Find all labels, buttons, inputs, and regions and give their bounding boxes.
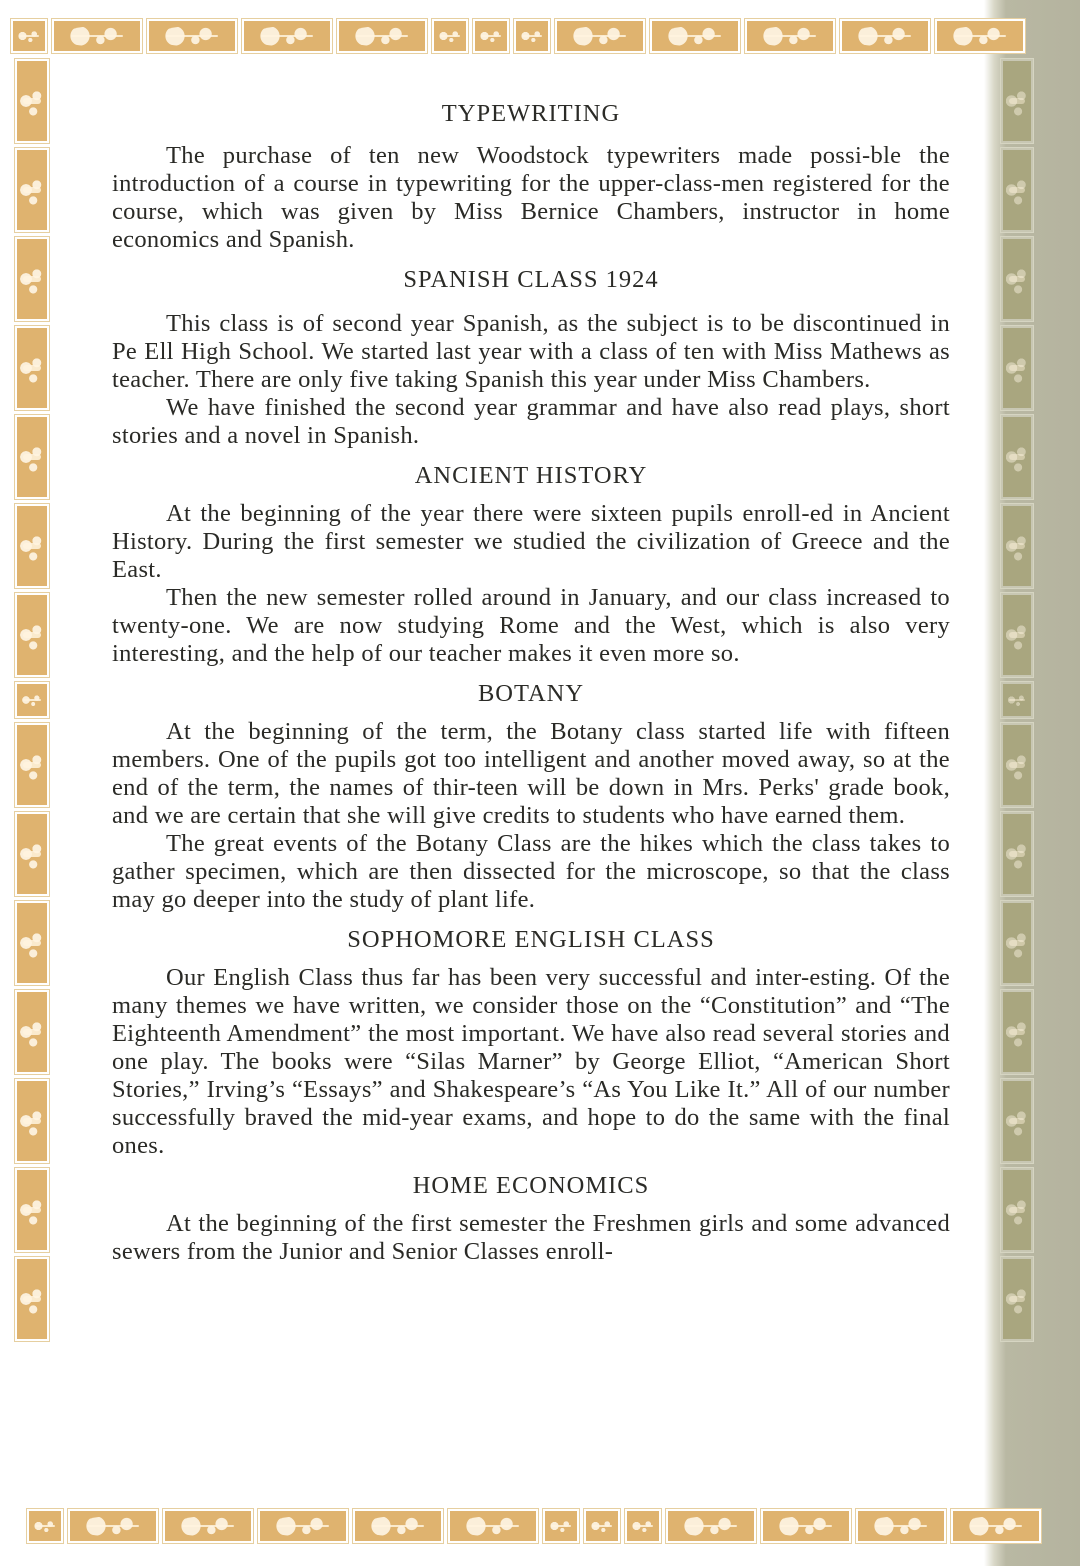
ornamental-knot-icon <box>1000 681 1034 719</box>
ornamental-scroll-icon <box>17 61 47 141</box>
ornamental-scroll-icon <box>649 18 741 54</box>
ornamental-border-left <box>14 58 50 1504</box>
ornamental-scroll-icon <box>17 992 47 1072</box>
ornamental-knot-icon <box>10 18 48 54</box>
ornamental-scroll-icon <box>14 147 50 233</box>
ornamental-scroll-icon <box>1000 414 1034 500</box>
section-title: BOTANY <box>477 680 585 707</box>
ornamental-scroll-icon <box>760 1508 852 1544</box>
ornamental-scroll-icon <box>17 417 47 497</box>
ornamental-scroll-icon <box>1003 1259 1031 1339</box>
ornamental-scroll-icon <box>1003 903 1031 983</box>
ornamental-knot-icon <box>542 1508 580 1544</box>
ornamental-scroll-icon <box>1003 417 1031 497</box>
ornamental-scroll-icon <box>14 503 50 589</box>
section-sophomore-english <box>112 926 950 1160</box>
ornamental-scroll-icon <box>652 21 738 51</box>
ornamental-scroll-icon <box>149 21 235 51</box>
ornamental-scroll-icon <box>1003 328 1031 408</box>
ornamental-border-top <box>10 18 1080 54</box>
ornamental-scroll-icon <box>1000 58 1034 144</box>
section-title: SOPHOMORE ENGLISH CLASS <box>347 926 715 953</box>
ornamental-scroll-icon <box>162 1508 254 1544</box>
ornamental-scroll-icon <box>554 18 646 54</box>
ornamental-scroll-icon <box>1000 1078 1034 1164</box>
ornamental-scroll-icon <box>1003 814 1031 894</box>
ornamental-scroll-icon <box>1000 503 1034 589</box>
ornamental-scroll-icon <box>937 21 1023 51</box>
paragraph: At the beginning of the first semester the Freshmen girls and some advanced sewers from the Junior and Senior Classes enroll- <box>112 1210 950 1265</box>
ornamental-knot-icon <box>26 1508 64 1544</box>
section-title: HOME ECONOMICS <box>412 1172 650 1199</box>
ornamental-scroll-icon <box>586 1511 618 1541</box>
ornamental-knot-icon <box>14 681 50 719</box>
ornamental-scroll-icon <box>953 1511 1039 1541</box>
ornamental-scroll-icon <box>146 18 238 54</box>
ornamental-scroll-icon <box>17 1259 47 1339</box>
ornamental-scroll-icon <box>14 325 50 411</box>
ornamental-scroll-icon <box>14 592 50 678</box>
ornamental-scroll-icon <box>17 725 47 805</box>
paragraph: Our English Class thus far has been very successful and inter-esting. Of the many themes we have written, we consider those on the “Constitution” and “The Eighteenth Amendment” the most important. We have also read several stories and one play. The books were “Silas Marner” by George Elliot, “American Short Stories,” Irving’s “Essays” and Shakespeare’s “As You Like It.” All of our number successfully braved the mid-year exams, and hope to do the same with the final ones. <box>112 964 950 1159</box>
ornamental-scroll-icon <box>1003 506 1031 586</box>
ornamental-knot-icon <box>29 1511 61 1541</box>
ornamental-scroll-icon <box>668 1511 754 1541</box>
paragraph: Then the new semester rolled around in January, and our class increased to twenty-one. We are now studying Rome and the West, which is also very interesting, and the help of our teacher makes it even more so. <box>112 584 950 667</box>
ornamental-scroll-icon <box>950 1508 1042 1544</box>
ornamental-scroll-icon <box>1000 592 1034 678</box>
ornamental-scroll-icon <box>450 1511 536 1541</box>
ornamental-scroll-icon <box>1000 811 1034 897</box>
ornamental-scroll-icon <box>67 1508 159 1544</box>
ornamental-scroll-icon <box>1000 147 1034 233</box>
ornamental-scroll-icon <box>1000 1256 1034 1342</box>
paragraph: At the beginning of the term, the Botany class started life with fifteen members. One of the pupils got too intelligent and another moved away, so at the end of the term, the names of thir-teen will be down in Mrs. Perks' grade book, and we are certain that she will give credits to students who have earned them. <box>112 718 950 829</box>
ornamental-scroll-icon <box>339 21 425 51</box>
ornamental-scroll-icon <box>14 1167 50 1253</box>
paragraph: At the beginning of the year there were sixteen pupils enroll-ed in Ancient History. During the first semester we studied the civilization of Greece and the East. <box>112 500 950 583</box>
ornamental-scroll-icon <box>472 18 510 54</box>
ornamental-scroll-icon <box>1000 900 1034 986</box>
ornamental-scroll-icon <box>14 414 50 500</box>
ornamental-scroll-icon <box>839 18 931 54</box>
ornamental-scroll-icon <box>17 814 47 894</box>
ornamental-scroll-icon <box>165 1511 251 1541</box>
ornamental-knot-icon <box>434 21 466 51</box>
section-title: TYPEWRITING <box>441 100 621 127</box>
ornamental-border-right <box>1000 58 1034 1504</box>
ornamental-border-bottom <box>26 1508 1080 1544</box>
ornamental-scroll-icon <box>352 1508 444 1544</box>
paragraph: The great events of the Botany Class are the hikes which the class takes to gather specimen, which are then dissected for the microscope, so that the class may go deeper into the study of plant life. <box>112 830 950 913</box>
ornamental-knot-icon <box>624 1508 662 1544</box>
ornamental-scroll-icon <box>1003 725 1031 805</box>
ornamental-scroll-icon <box>14 900 50 986</box>
ornamental-scroll-icon <box>14 58 50 144</box>
ornamental-scroll-icon <box>1003 1170 1031 1250</box>
ornamental-scroll-icon <box>1003 595 1031 675</box>
ornamental-scroll-icon <box>855 1508 947 1544</box>
ornamental-scroll-icon <box>244 21 330 51</box>
ornamental-scroll-icon <box>1003 239 1031 319</box>
ornamental-scroll-icon <box>665 1508 757 1544</box>
section-ancient-history <box>112 462 950 668</box>
page-body <box>112 100 950 1278</box>
ornamental-scroll-icon <box>744 18 836 54</box>
ornamental-scroll-icon <box>1000 1167 1034 1253</box>
ornamental-scroll-icon <box>447 1508 539 1544</box>
paragraph: This class is of second year Spanish, as the subject is to be discontinued in Pe Ell High School. We started last year with a class of ten with Miss Mathews as teacher. There are only five taking Spanish this year under Miss Chambers. <box>112 310 950 393</box>
ornamental-scroll-icon <box>14 722 50 808</box>
ornamental-scroll-icon <box>17 150 47 230</box>
ornamental-scroll-icon <box>355 1511 441 1541</box>
section-botany <box>112 680 950 914</box>
ornamental-scroll-icon <box>257 1508 349 1544</box>
ornamental-scroll-icon <box>17 506 47 586</box>
paragraph: We have finished the second year grammar and have also read plays, short stories and a novel in Spanish. <box>112 394 950 449</box>
ornamental-scroll-icon <box>241 18 333 54</box>
ornamental-scroll-icon <box>475 21 507 51</box>
ornamental-scroll-icon <box>17 239 47 319</box>
ornamental-scroll-icon <box>1000 722 1034 808</box>
ornamental-scroll-icon <box>17 328 47 408</box>
ornamental-scroll-icon <box>14 1256 50 1342</box>
ornamental-scroll-icon <box>747 21 833 51</box>
ornamental-scroll-icon <box>583 1508 621 1544</box>
ornamental-scroll-icon <box>14 811 50 897</box>
ornamental-knot-icon <box>545 1511 577 1541</box>
ornamental-knot-icon <box>13 21 45 51</box>
ornamental-scroll-icon <box>260 1511 346 1541</box>
ornamental-scroll-icon <box>763 1511 849 1541</box>
ornamental-knot-icon <box>1003 684 1031 716</box>
ornamental-scroll-icon <box>336 18 428 54</box>
ornamental-scroll-icon <box>1003 992 1031 1072</box>
ornamental-knot-icon <box>431 18 469 54</box>
ornamental-knot-icon <box>513 18 551 54</box>
ornamental-scroll-icon <box>1000 325 1034 411</box>
section-spanish-class <box>112 266 950 450</box>
section-typewriting <box>112 100 950 254</box>
ornamental-scroll-icon <box>17 903 47 983</box>
section-home-economics <box>112 1172 950 1266</box>
paragraph: The purchase of ten new Woodstock typewriters made possi-ble the introduction of a course in typewriting for the upper-class-men registered for the course, which was given by Miss Bernice Chambers, instructor in home economics and Spanish. <box>112 142 950 253</box>
section-title: SPANISH CLASS 1924 <box>403 266 659 293</box>
ornamental-scroll-icon <box>54 21 140 51</box>
ornamental-scroll-icon <box>934 18 1026 54</box>
ornamental-scroll-icon <box>70 1511 156 1541</box>
ornamental-scroll-icon <box>557 21 643 51</box>
ornamental-scroll-icon <box>17 595 47 675</box>
ornamental-scroll-icon <box>14 1078 50 1164</box>
ornamental-knot-icon <box>516 21 548 51</box>
ornamental-scroll-icon <box>842 21 928 51</box>
ornamental-scroll-icon <box>1000 989 1034 1075</box>
ornamental-scroll-icon <box>14 989 50 1075</box>
ornamental-scroll-icon <box>17 1170 47 1250</box>
ornamental-scroll-icon <box>1003 1081 1031 1161</box>
ornamental-scroll-icon <box>1000 236 1034 322</box>
ornamental-scroll-icon <box>1003 61 1031 141</box>
ornamental-scroll-icon <box>17 1081 47 1161</box>
ornamental-scroll-icon <box>51 18 143 54</box>
section-title: ANCIENT HISTORY <box>414 462 648 489</box>
ornamental-scroll-icon <box>14 236 50 322</box>
ornamental-knot-icon <box>17 684 47 716</box>
ornamental-knot-icon <box>627 1511 659 1541</box>
ornamental-scroll-icon <box>858 1511 944 1541</box>
ornamental-scroll-icon <box>1003 150 1031 230</box>
